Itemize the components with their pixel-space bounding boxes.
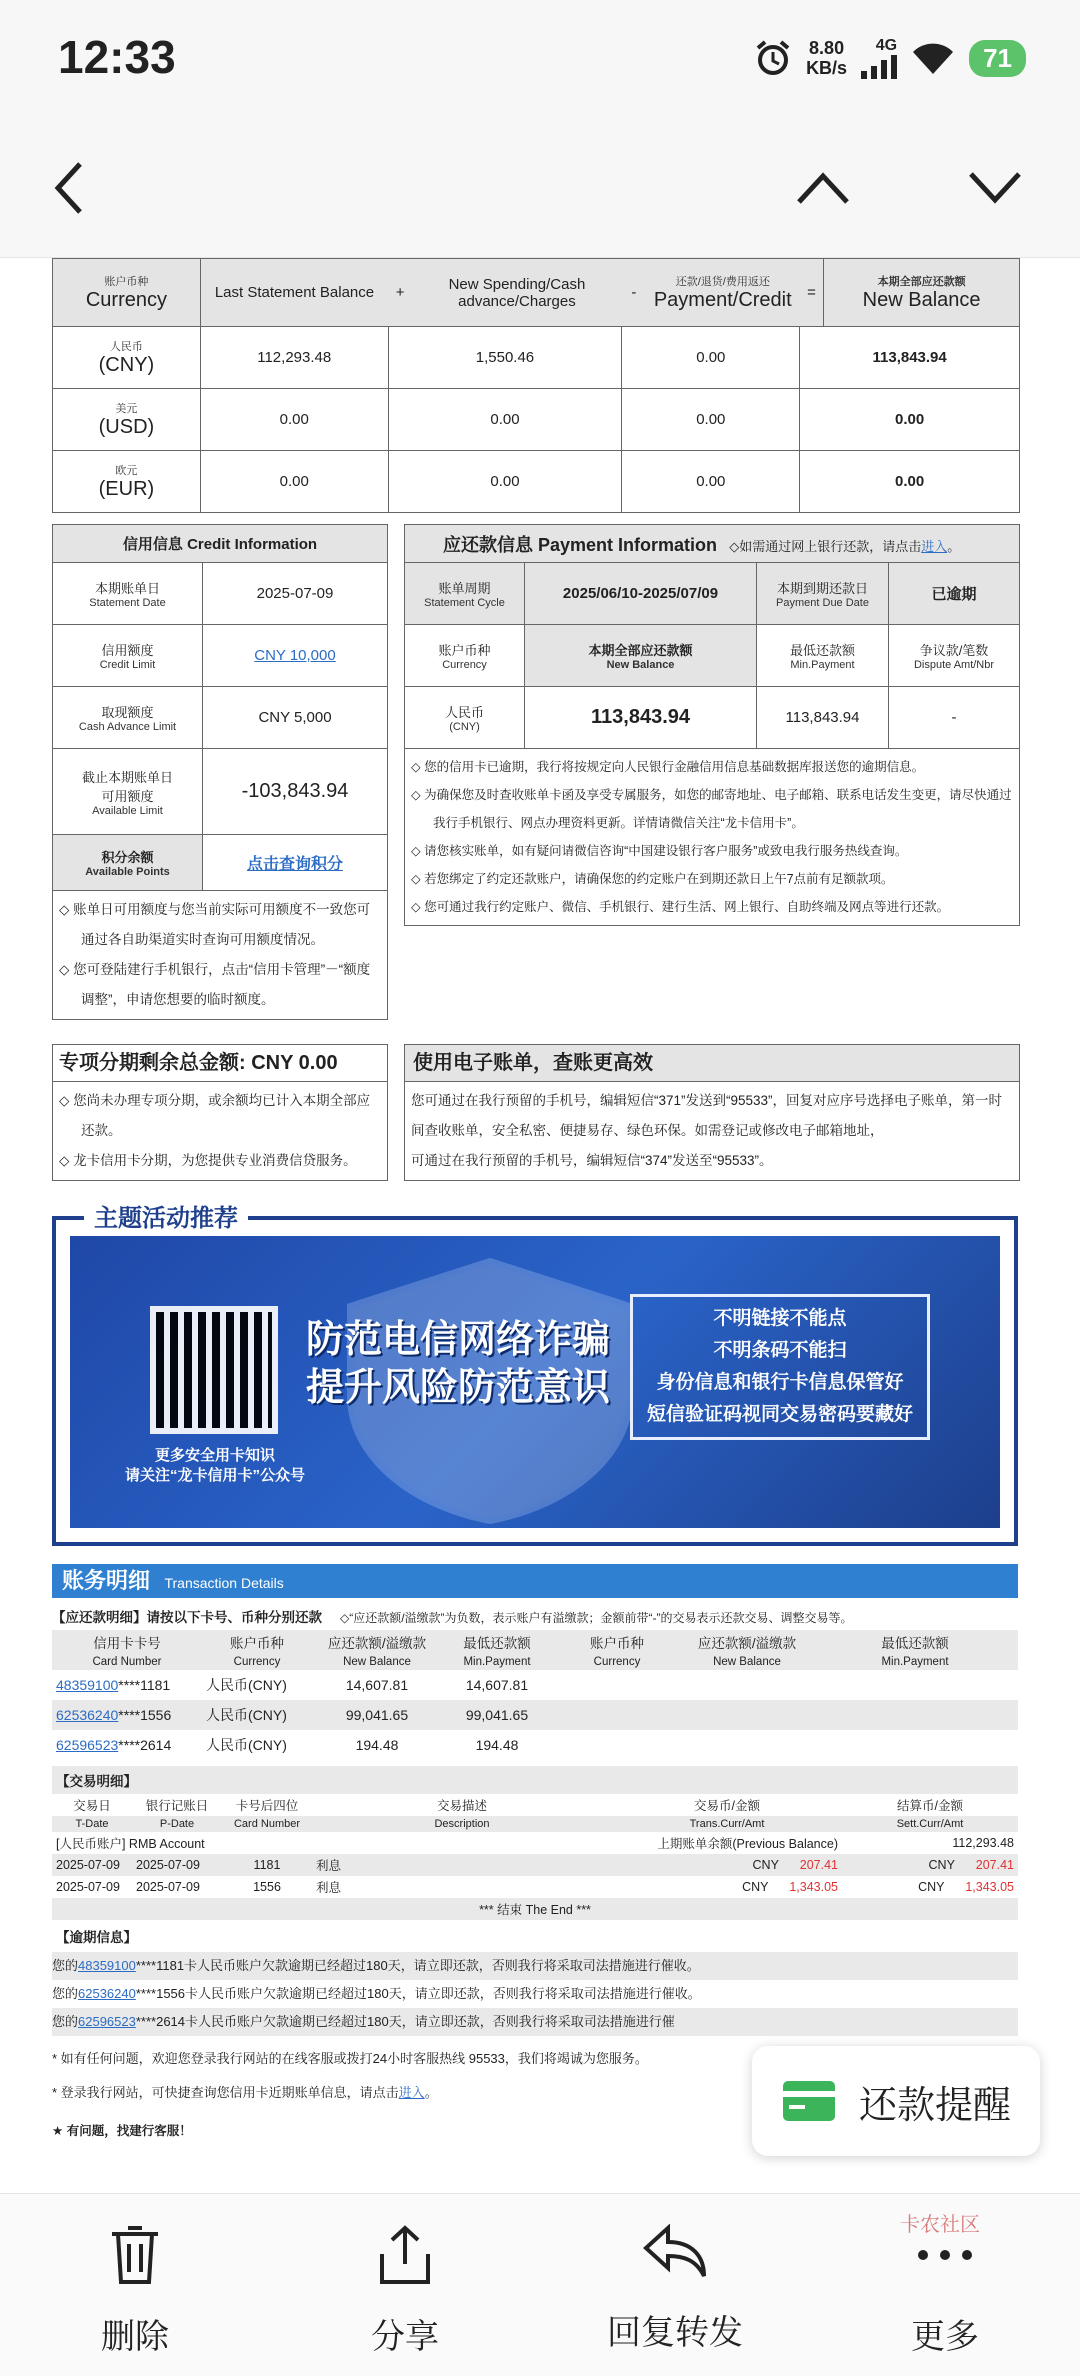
card-number-link[interactable]: 62596523	[78, 2014, 136, 2029]
transaction-table: 交易日 银行记账日 卡号后四位 交易描述 交易币/金额 结算币/金额 T-Date P-Date Card Number Description Trans.Curr/Amt Sett.Curr/Amt [人民币账户] RMB Account 上期账单余额(Previous Balance) 112,293.48 2025-07-09 2025-07-09 1181 利息 CNY 207.41 CNY 207.41 2025-07-09 2025-07-09 1556 利息 CNY 1,343.05 CNY 1,343.05 *** 结束 The End ***	[52, 1794, 1018, 1920]
overdue-list: 您的48359100****1181卡人民币账户欠款逾期已经超过180天，请立即还款，否则我行将采取司法措施进行催收。 您的62536240****1556卡人民币账户欠款逾期已经超过180天，请立即还款，否则我行将采取司法措施进行催收。 您的62596523****2614卡人民币账户欠款逾期已经超过180天，请立即还款，否则我行将采取司法措施进行催	[52, 1952, 1018, 2036]
promo-banner: 主题活动推荐 更多安全用卡知识 请关注“龙卡信用卡”公众号 防范电信网络诈骗 提升风险防范意识 不明链接不能点 不明条码不能扫 身份信息和银行卡信息保管好 短信验证码视同交易密码要藏好	[52, 1216, 1018, 1546]
wifi-icon	[911, 40, 955, 76]
status-bar	[0, 0, 1080, 118]
summary-row-cny: 人民币 (CNY) 112,293.48 1,550.46 0.00 113,843.94	[53, 327, 1020, 389]
query-points-link[interactable]: 点击查询积分	[246, 856, 343, 873]
card-row: 62596523****2614 人民币(CNY) 194.48 194.48	[56, 1737, 519, 1753]
qr-code	[150, 1306, 278, 1434]
installment-section: 专项分期剩余总金额: CNY 0.00 ◇ 您尚未办理专项分期，或余额均已计入本期全部应还款。 ◇ 龙卡信用卡分期，为您提供专业消费信贷服务。	[52, 1044, 388, 1181]
online-banking-link[interactable]: 进入	[921, 538, 948, 554]
more-button[interactable]: 更多	[870, 2224, 1020, 2358]
back-arrow-icon[interactable]	[40, 158, 100, 218]
card-number-link[interactable]: 48359100	[78, 1958, 136, 1973]
trash-icon	[108, 2224, 162, 2286]
transaction-row: 2025-07-09 2025-07-09 1181 利息 CNY 207.41 CNY 207.41	[52, 1854, 1018, 1876]
repayment-table: 信用卡卡号 账户币种 应还款额/溢缴款 最低还款额 账户币种 应还款额/溢缴款 最低还款额 Card Number Currency New Balance Min.Payment Currency New Balance Min.Payment 48359100****1181 人民币(CNY) 14,607.81 14,607.81 62536240****1556 人民币(CNY) 99,041.65 99,041.65 62596523****2614 人民币(CNY) 194.48 194.48	[52, 1630, 1018, 1760]
status-time: 12:33	[58, 31, 176, 83]
previous-mail-icon[interactable]	[793, 158, 853, 218]
card-row: 62536240****1556 人民币(CNY) 99,041.65 99,041.65	[52, 1700, 1018, 1730]
signal-icon: 4G	[861, 37, 897, 79]
next-mail-icon[interactable]	[965, 158, 1025, 218]
statement-document	[0, 258, 1080, 2193]
summary-row-usd: 美元 (USD) 0.00 0.00 0.00 0.00	[53, 389, 1020, 451]
net-speed: 8.80 KB/s	[806, 38, 848, 78]
safety-tips: 不明链接不能点 不明条码不能扫 身份信息和银行卡信息保管好 短信验证码视同交易密码要藏好	[630, 1294, 930, 1440]
summary-row-eur: 欧元 (EUR) 0.00 0.00 0.00 0.00	[53, 451, 1020, 513]
card-number-link[interactable]: 48359100	[56, 1677, 119, 1693]
card-icon	[781, 2079, 837, 2123]
credit-notes: ◇ 账单日可用额度与您当前实际可用额度不一致您可通过各自助渠道实时查询可用额度情况。 ◇ 您可登陆建行手机银行，点击“信用卡管理”－“额度调整”，申请您想要的临时额度。	[52, 891, 388, 1020]
transaction-row: 2025-07-09 2025-07-09 1556 利息 CNY 1,343.05 CNY 1,343.05	[56, 1880, 1014, 1895]
top-navigation	[0, 118, 1080, 258]
share-icon	[376, 2224, 434, 2286]
card-number-link[interactable]: 62536240	[56, 1707, 119, 1723]
repayment-reminder-button[interactable]: 还款提醒	[752, 2046, 1040, 2156]
delete-button[interactable]: 删除	[60, 2224, 210, 2358]
card-number-link[interactable]: 62596523	[56, 1737, 119, 1753]
card-number-link[interactable]: 62536240	[78, 1986, 136, 2001]
reply-icon	[642, 2224, 708, 2282]
website-link[interactable]: 进入	[398, 2085, 425, 2100]
payment-notes: ◇ 您的信用卡已逾期，我行将按规定向人民银行金融信用信息基础数据库报送您的逾期信息。 ◇ 为确保您及时查收账单卡函及享受专属服务，如您的邮寄地址、电子邮箱、联系电话发生变更，请尽快通过我行手机银行、网点办理资料更新。详情请微信关注“龙卡信用卡”。 ◇ 请您核实账单，如有疑问请微信咨询“中国建设银行客户服务”或致电我行服务热线查询。 ◇ 若您绑定了约定还款账户，请确保您的约定账户在到期还款日上午7点前有足额款项。 ◇ 您可通过我行约定账户、微信、手机银行、建行生活、网上银行、自助终端及网点等进行还款。	[404, 749, 1020, 926]
transaction-details: 【应还款明细】请按以下卡号、币种分别还款 ◇“应还款额/溢缴款”为负数，表示账户有溢缴款；金额前带“-”的交易表示还款交易、调整交易等。 信用卡卡号 账户币种 应还款额/溢缴款 最低还款额 账户币种 应还款额/溢缴款 最低还款额 Card Number Currency New Balance Min.Payment Currency New Balance Min.Payment 48359100****1181 人民币(CNY) 14,607.81 14,607.81 62536240****1556 人民币(CNY) 99,041.65 99,041.65 62596523****2614 人民币(CNY) 194.48 194.48 【交易明细】 交易日 银行记账日 卡号后四位 交易描述 交易币/金额 结算币/金额 T-Date P-Date Card Number Description Trans.Curr/Amt Sett.Curr/Amt [人民币账户] RMB Account 上期账单余额(Previous Balance) 112,293.48 2025-07-09 2025-07-09 1181 利息 CNY 207.41 CNY 207.41 2025-07-09 2025-07-09 1556 利息 CNY 1,343.05 CNY 1,343.05 *** 结束 The End *** 【逾期信息】 您的48359100****1181卡人民币账户欠款逾期已经超过180天，请立即还款，否则我行将采取司法措施进行催收。 您的62536240****1556卡人民币账户欠款逾期已经超过180天，请立即还款，否则我行将采取司法措施进行催收。 您的62596523****2614卡人民币账户欠款逾期已经超过180天，请立即还款，否则我行将采取司法措施进行催 * 如有任何问题，欢迎您登录我行网站的在线客服或拨打24小时客服热线 95533，我们将竭诚为您服务。 * 登录我行网站，可快捷查询您信用卡近期账单信息，请点击进入。 ★ 有问题，找建行客服！	[52, 1606, 1018, 2148]
payment-info-section: 应还款信息 Payment Information ◇如需通过网上银行还款，请点击进入。 账单周期 Statement Cycle 2025/06/10-2025/07/09 本期到期还款日 Payment Due Date 已逾期 账户币种 Currency 本期全部应还款额 New Balance 最低还款额 Min.Payment 争议款/笔数 Dispute Amt/Nbr 人民币 (CNY) 113,843.94 113,843.94 - ◇ 您的信用卡已逾期，我行将按规定向人民银行金融信用信息基础数据库报送您的逾期信息。 ◇ 为确保您及时查收账单卡函及享受专属服务，如您的邮寄地址、电子邮箱、联系电话发生变更，请尽快通过我行手机银行、网点办理资料更新。详情请微信关注“龙卡信用卡”。 ◇ 请您核实账单，如有疑问请微信咨询“中国建设银行客户服务”或致电我行服务热线查询。 ◇ 若您绑定了约定还款账户，请确保您的约定账户在到期还款日上午7点前有足额款项。 ◇ 您可通过我行约定账户、微信、手机银行、建行生活、网上银行、自助终端及网点等进行还款。	[404, 524, 1020, 926]
transaction-details-header: 账务明细 Transaction Details	[52, 1564, 1018, 1598]
battery-indicator: 71	[969, 40, 1026, 77]
reply-forward-button[interactable]: 回复转发	[600, 2224, 750, 2354]
bottom-action-bar	[0, 2193, 1080, 2376]
watermark: 卡农社区	[900, 2214, 980, 2236]
credit-limit-link[interactable]: CNY 10,000	[254, 647, 336, 664]
share-button[interactable]: 分享	[330, 2224, 480, 2358]
ebill-section: 使用电子账单，查账更高效 您可通过在我行预留的手机号，编辑短信“371”发送到“95533”，回复对应序号选择电子账单，第一时间查收账单，安全私密、便捷易存、绿色环保。如需登记或修改电子邮箱地址， 可通过在我行预留的手机号，编辑短信“374”发送至“95533”。	[404, 1044, 1020, 1181]
card-row: 48359100****1181 人民币(CNY) 14,607.81 14,607.81	[56, 1677, 529, 1693]
status-icons	[754, 34, 1026, 82]
balance-summary-table: 账户币种 Currency Last Statement Balance + New Spending/Cash advance/Charges - 还款/退货/费用返还 Payment/Credit = 本期全部应还款额 New Balance 人民币 (CNY) 112,293.48 1,550.46 0.00 113,843.94 美元 (USD) 0.00 0.00 0.00 0.00 欧元 (EUR) 0.00 0.00 0.00 0.00	[52, 258, 1020, 513]
alarm-icon	[754, 39, 792, 77]
credit-info-section: 信用信息 Credit Information 本期账单日 Statement Date 2025-07-09 信用额度 Credit Limit CNY 10,000 取现额度 Cash Advance Limit CNY 5,000 截止本期账单日 可用额度 Available Limit -103,843.94 积分余额 Available Points 点击查询积分 ◇ 账单日可用额度与您当前实际可用额度不一致您可通过各自助渠道实时查询可用额度情况。 ◇ 您可登陆建行手机银行，点击“信用卡管理”－“额度调整”，申请您想要的临时额度。	[52, 524, 388, 1020]
